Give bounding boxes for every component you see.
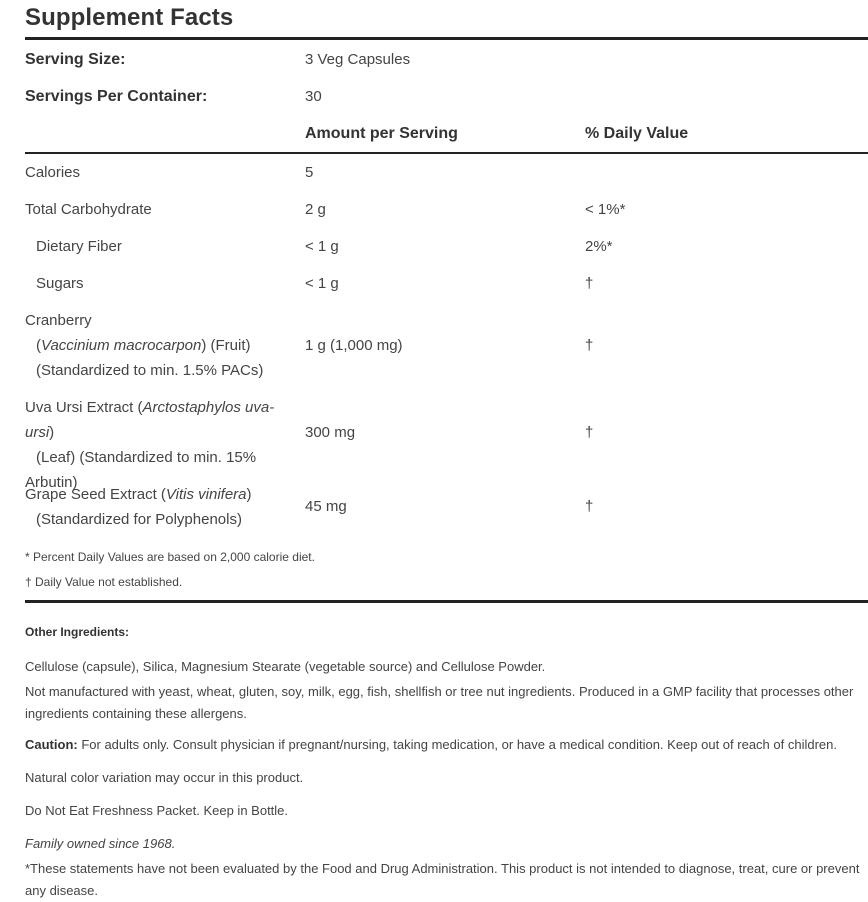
caution-label: Caution: bbox=[25, 737, 78, 752]
servings-per-container-label: Servings Per Container: bbox=[25, 88, 208, 105]
family-owned-note: Family owned since 1968. bbox=[25, 836, 176, 851]
nutrient-name-line: (Vaccinium macrocarpon) (Fruit) bbox=[36, 337, 251, 354]
caution-text: For adults only. Consult physician if pregnant/nursing, taking medication, or have a medical condition. Keep out of reach of children. bbox=[81, 737, 837, 752]
nutrient-amount: 300 mg bbox=[305, 424, 356, 441]
page-title: Supplement Facts bbox=[25, 4, 234, 31]
footnote-percent-daily-value: * Percent Daily Values are based on 2,000 calorie diet. bbox=[25, 550, 315, 564]
nutrient-name-line: Arbutin) bbox=[25, 474, 78, 491]
header-divider bbox=[25, 152, 868, 154]
other-ingredients-heading: Other Ingredients: bbox=[25, 625, 130, 639]
nutrient-name bbox=[25, 308, 300, 383]
nutrient-row-cranberry bbox=[0, 308, 868, 383]
nutrient-amount: 5 bbox=[305, 164, 314, 181]
nutrient-amount: 2 g bbox=[305, 201, 326, 218]
servings-per-container-value: 30 bbox=[305, 88, 322, 105]
nutrient-name: Dietary Fiber bbox=[36, 238, 122, 255]
nutrient-name-line: (Leaf) (Standardized to min. 15% bbox=[36, 449, 257, 466]
nutrient-daily-value: 2%* bbox=[585, 238, 613, 255]
serving-size-value: 3 Veg Capsules bbox=[305, 51, 411, 68]
caution-statement bbox=[25, 734, 865, 756]
nutrient-amount: < 1 g bbox=[305, 275, 339, 292]
nutrient-name: Calories bbox=[25, 164, 81, 181]
color-variation-note: Natural color variation may occur in this product. bbox=[25, 770, 304, 785]
footnote-daily-value-not-established: † Daily Value not established. bbox=[25, 575, 183, 589]
nutrient-name-line: (Standardized to min. 1.5% PACs) bbox=[36, 362, 264, 379]
nutrient-amount: 1 g (1,000 mg) bbox=[305, 337, 403, 354]
nutrient-name-line: Cranberry bbox=[25, 312, 92, 329]
nutrient-name bbox=[25, 395, 300, 495]
nutrient-row-uva-ursi bbox=[0, 395, 868, 491]
daily-value-header: % Daily Value bbox=[585, 125, 689, 142]
amount-per-serving-header: Amount per Serving bbox=[305, 125, 458, 142]
freshness-packet-note: Do Not Eat Freshness Packet. Keep in Bottle. bbox=[25, 803, 289, 818]
nutrient-name: Sugars bbox=[36, 275, 84, 292]
allergen-statement: Not manufactured with yeast, wheat, gluten, soy, milk, egg, fish, shellfish or tree nut ingredients. Produced in a GMP facility that processes other ingredients containing these allergens. bbox=[25, 684, 854, 721]
nutrient-daily-value: † bbox=[585, 275, 594, 292]
latin-name: Vaccinium macrocarpon bbox=[41, 337, 202, 354]
nutrient-name-line: Uva Ursi Extract (Arctostaphylos uva-ursi) bbox=[25, 399, 275, 441]
nutrient-daily-value: † bbox=[585, 337, 594, 354]
nutrient-amount: < 1 g bbox=[305, 238, 339, 255]
serving-size-label: Serving Size: bbox=[25, 51, 126, 68]
footnote-divider bbox=[25, 600, 868, 603]
latin-name: Vitis vinifera bbox=[165, 486, 247, 503]
nutrient-daily-value: < 1%* bbox=[585, 201, 626, 218]
nutrient-amount: 45 mg bbox=[305, 498, 347, 515]
nutrient-daily-value: † bbox=[585, 498, 594, 515]
nutrient-name-line: (Standardized for Polyphenols) bbox=[36, 511, 242, 528]
title-divider bbox=[25, 37, 868, 40]
nutrient-name-line: Grape Seed Extract (Vitis vinifera) bbox=[25, 486, 252, 503]
other-ingredients-list: Cellulose (capsule), Silica, Magnesium Stearate (vegetable source) and Cellulose Powder. bbox=[25, 659, 546, 674]
nutrient-name bbox=[25, 482, 300, 532]
latin-name: Arctostaphylos uva-ursi bbox=[25, 399, 275, 441]
nutrient-daily-value: † bbox=[585, 424, 594, 441]
nutrient-row-grape-seed bbox=[0, 482, 868, 532]
fda-disclaimer: *These statements have not been evaluated by the Food and Drug Administration. This product is not intended to diagnose, treat, cure or prevent any disease. bbox=[25, 861, 860, 898]
nutrient-name: Total Carbohydrate bbox=[25, 201, 152, 218]
